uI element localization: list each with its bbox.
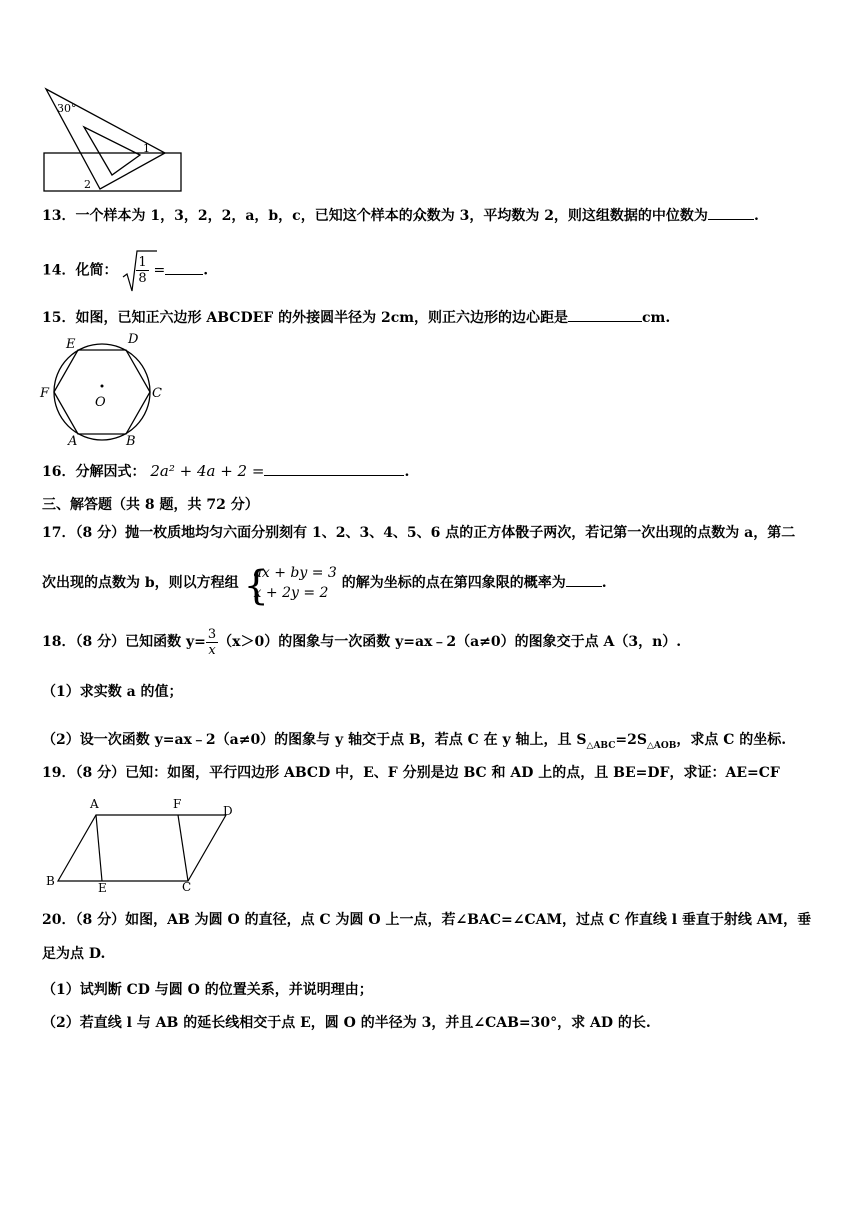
para-label-e: E — [98, 881, 107, 895]
q15-blank[interactable] — [568, 307, 642, 322]
q16-prefix: 16．分解因式： — [42, 464, 146, 480]
question-20-part-1: （1）试判断 CD 与圆 O 的位置关系，并说明理由； — [42, 982, 373, 998]
q16-blank[interactable] — [264, 461, 404, 476]
para-label-d: D — [223, 804, 233, 818]
hex-label-b: B — [126, 434, 136, 449]
question-20-line-1: 20．（8 分）如图，AB 为圆 O 的直径，点 C 为圆 O 上一点，若∠BAC=∠CAM，过点 C 作直线 l 垂直于射线 AM，垂 — [42, 912, 812, 928]
equation-2: x + 2y = 2 — [253, 585, 329, 601]
question-20-line-2: 足为点 D. — [42, 946, 106, 962]
q18-text-a: 18．（8 分）已知函数 y= — [42, 634, 206, 650]
question-15 — [42, 307, 670, 328]
q17-end: . — [601, 575, 607, 591]
q16-end: . — [404, 464, 410, 480]
q17-text-a: 次出现的点数为 b，则以方程组 — [42, 575, 239, 591]
angle-30-label: 30° — [57, 102, 77, 115]
q14-end: . — [203, 262, 209, 279]
q13-blank[interactable] — [708, 205, 754, 220]
equation-system — [243, 563, 337, 609]
left-brace-icon: { — [243, 563, 269, 609]
section-heading: 三、解答题（共 8 题，共 72 分） — [42, 497, 259, 513]
question-13 — [42, 205, 759, 226]
q14-fraction: $\frac{1}{8}$ — [138, 255, 147, 286]
question-18-part-1: （1）求实数 a 的值； — [42, 684, 183, 700]
q18-fraction: $\frac{3}{x}$ — [207, 626, 217, 658]
para-label-a: A — [90, 797, 99, 811]
para-label-c: C — [182, 880, 192, 894]
para-label-b: B — [46, 874, 55, 888]
q16-expression: 2a² + 4a + 2 = — [150, 462, 265, 480]
question-14 — [42, 255, 208, 286]
q15-text: 15．如图，已知正六边形 ABCDEF 的外接圆半径为 2cm，则正六边形的边心距是 — [42, 310, 569, 326]
hex-label-d: D — [128, 332, 139, 347]
hex-label-c: C — [152, 386, 162, 401]
hex-label-f: F — [40, 386, 50, 401]
q17-blank[interactable] — [566, 572, 602, 587]
equation-1: ax + by = 3 — [253, 565, 337, 581]
q13-end: . — [753, 208, 759, 224]
hex-label-e: E — [66, 337, 76, 352]
hex-label-a: A — [68, 434, 78, 449]
para-label-f: F — [173, 797, 182, 811]
question-18-part-2: （2）设一次函数 y=ax﹣2（a≠0）的图象与 y 轴交于点 B，若点 C 在 y 轴上，且 $S_{\triangle ABC}=2S_{\triangle AOB}$，求点 C 的坐标. — [42, 732, 787, 751]
q18-text-b: （x＞0）的图象与一次函数 y=ax﹣2（a≠0）的图象交于点 A（3，n）. — [218, 634, 682, 650]
radical-sign-icon — [122, 249, 158, 295]
parallelogram-figure — [40, 795, 240, 895]
triangle-ruler-figure — [40, 85, 185, 195]
q17-text-b: 的解为坐标的点在第四象限的概率为 — [341, 575, 566, 591]
question-20-part-2: （2）若直线 l 与 AB 的延长线相交于点 E，圆 O 的半径为 3，并且∠CAB=30°，求 AD 的长. — [42, 1015, 651, 1031]
angle-2-label: 2 — [84, 178, 91, 191]
q13-text: 13．一个样本为 1，3，2，2，a，b，c，已知这个样本的众数为 3，平均数为 2，则这组数据的中位数为 — [42, 208, 708, 224]
question-18 — [42, 624, 681, 660]
angle-1-label: 1 — [143, 142, 150, 155]
q14-prefix: 14．化简： — [42, 262, 118, 279]
question-17-line-2 — [42, 560, 607, 609]
question-19: 19．（8 分）已知：如图，平行四边形 ABCD 中，E、F 分别是边 BC 和 AD 上的点，且 BE=DF，求证：AE=CF — [42, 765, 780, 781]
q14-blank[interactable] — [165, 260, 203, 275]
question-16 — [42, 461, 409, 482]
q14-equals: = — [153, 262, 166, 279]
q15-unit: cm. — [642, 310, 671, 326]
hex-label-o: O — [95, 395, 106, 410]
hexagon-in-circle-figure — [38, 330, 173, 450]
sqrt-expression — [122, 255, 148, 286]
question-17-line-1: 17．（8 分）抛一枚质地均匀六面分别刻有 1、2、3、4、5、6 点的正方体骰子两次，若记第一次出现的点数为 a，第二 — [42, 525, 796, 541]
